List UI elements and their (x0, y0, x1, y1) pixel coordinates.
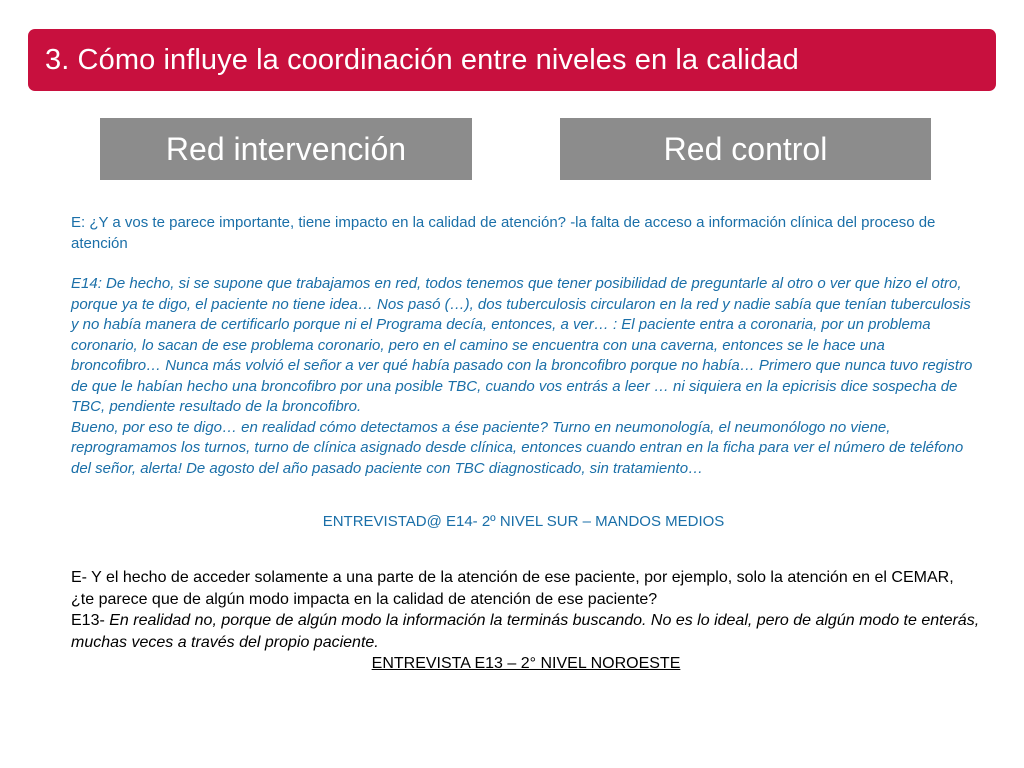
tab-red-control (560, 118, 931, 180)
tab-label-intervencion: Red intervención (165, 130, 407, 167)
interview-1-reference: ENTREVISTAD@ E14- 2º NIVEL SUR – MANDOS MEDIOS (322, 513, 725, 530)
interview-2-answer-text: En realidad no, porque de algún modo la información la terminás buscando. No es lo ideal, pero de algún modo te enterás, muchas veces a través del propio paciente. (71, 612, 980, 651)
slide-title: 3. Cómo influye la coordinación entre niveles en la calidad (45, 43, 799, 76)
interview-2-answer (71, 610, 981, 653)
interview-2-reference: ENTREVISTA E13 – 2° NIVEL NOROESTE (371, 655, 681, 672)
tab-red-intervencion (100, 118, 472, 180)
tab-label-control: Red control (663, 130, 828, 167)
interview-2-question: E- Y el hecho de acceder solamente a una parte de la atención de ese paciente, por ejemplo, solo la atención en el CEMAR, ¿te parece que de algún modo impacta en la calidad de atención de ese paciente? (71, 569, 954, 608)
interview-1-quote (71, 213, 976, 479)
interview-2-answer-label: E13- (71, 612, 110, 629)
interview-1-answer-p1: E14: De hecho, si se supone que trabajamos en red, todos tenemos que tener posibilidad de preguntarle al otro o ver que hizo el otro, porque ya te digo, el paciente no tiene idea… Nos pasó (…), dos tuberculosis circularon en la red y nadie sabía que tenían tuberculosis y no había manera de certificarlo porque ni el Programa decía, entonces, a ver… : El paciente entra a coronaria, por un problema coronario, lo sacan de ese problema coronario, pero en el camino se encuentra con una caverna, entonces se le hace una broncofibro… Nunca más volvió el señor a ver qué había pasado con la broncofibro porque no había… Primero que nunca tuvo registro de que le habían hecho una broncofibro por una posible TBC, cuando vos entrás a leer … ni siquiera en la epicrisis dice sospecha de TBC, pendiente resultado de la broncofibro. (71, 275, 973, 415)
interview-1-question: E: ¿Y a vos te parece importante, tiene impacto en la calidad de atención? -la falta de acceso a información clínica del proceso de atención (71, 214, 936, 252)
title-bar (28, 29, 996, 91)
interview-1-answer-p2: Bueno, por eso te digo… en realidad cómo detectamos a ése paciente? Turno en neumonología, el neumonólogo no viene, reprogramamos los turnos, turno de clínica asignado desde clínica, entonces cuando entran en la ficha para ver el número de teléfono del señor, alerta! De agosto del año pasado paciente con TBC diagnosticado, sin tratamiento… (71, 418, 964, 477)
interview-2-quote (71, 567, 981, 675)
